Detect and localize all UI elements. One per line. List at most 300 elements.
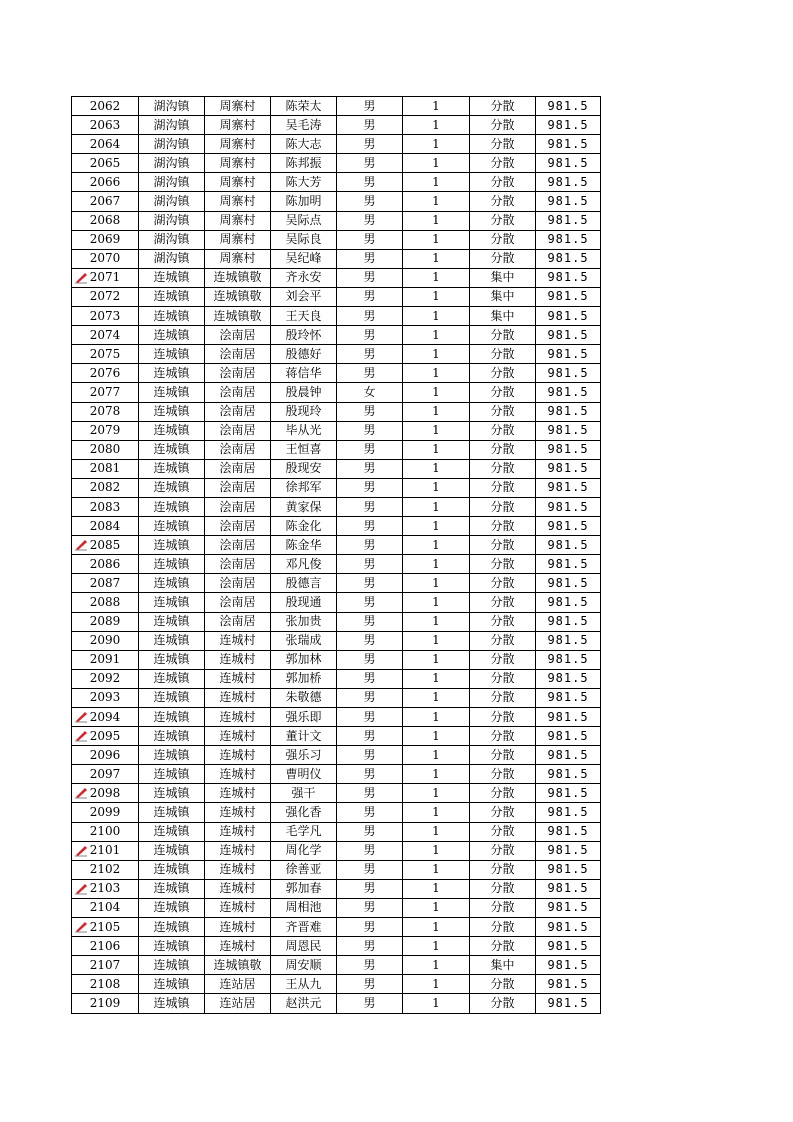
support-type-cell[interactable]	[470, 440, 536, 459]
support-type-cell[interactable]	[470, 536, 536, 555]
sex-cell[interactable]	[337, 345, 403, 364]
support-type-cell[interactable]	[470, 937, 536, 956]
amount-cell[interactable]	[536, 517, 601, 536]
name-cell[interactable]	[271, 822, 337, 841]
amount-cell[interactable]	[536, 307, 601, 326]
support-type-cell[interactable]	[470, 727, 536, 746]
row-id-cell[interactable]	[72, 555, 139, 574]
count-cell[interactable]	[403, 383, 470, 402]
village-cell[interactable]	[205, 383, 271, 402]
amount-cell[interactable]	[536, 135, 601, 154]
count-cell[interactable]	[403, 364, 470, 383]
support-type-cell[interactable]	[470, 765, 536, 784]
name-cell[interactable]	[271, 421, 337, 440]
count-cell[interactable]	[403, 918, 470, 937]
town-cell[interactable]	[139, 574, 205, 593]
town-cell[interactable]	[139, 593, 205, 612]
row-id-cell[interactable]	[72, 612, 139, 631]
town-cell[interactable]	[139, 784, 205, 803]
town-cell[interactable]	[139, 497, 205, 516]
name-cell[interactable]	[271, 307, 337, 326]
name-cell[interactable]	[271, 478, 337, 497]
count-cell[interactable]	[403, 440, 470, 459]
town-cell[interactable]	[139, 135, 205, 154]
row-id-cell[interactable]	[72, 249, 139, 268]
name-cell[interactable]	[271, 287, 337, 306]
sex-cell[interactable]	[337, 784, 403, 803]
sex-cell[interactable]	[337, 211, 403, 230]
support-type-cell[interactable]	[470, 421, 536, 440]
town-cell[interactable]	[139, 803, 205, 822]
sex-cell[interactable]	[337, 268, 403, 287]
support-type-cell[interactable]	[470, 478, 536, 497]
count-cell[interactable]	[403, 746, 470, 765]
town-cell[interactable]	[139, 383, 205, 402]
sex-cell[interactable]	[337, 116, 403, 135]
support-type-cell[interactable]	[470, 230, 536, 249]
village-cell[interactable]	[205, 364, 271, 383]
amount-cell[interactable]	[536, 459, 601, 478]
town-cell[interactable]	[139, 879, 205, 898]
name-cell[interactable]	[271, 345, 337, 364]
town-cell[interactable]	[139, 536, 205, 555]
name-cell[interactable]	[271, 459, 337, 478]
amount-cell[interactable]	[536, 154, 601, 173]
support-type-cell[interactable]	[470, 97, 536, 116]
count-cell[interactable]	[403, 536, 470, 555]
row-id-cell[interactable]	[72, 97, 139, 116]
sex-cell[interactable]	[337, 364, 403, 383]
town-cell[interactable]	[139, 669, 205, 688]
town-cell[interactable]	[139, 116, 205, 135]
village-cell[interactable]	[205, 135, 271, 154]
row-id-cell[interactable]	[72, 956, 139, 975]
count-cell[interactable]	[403, 230, 470, 249]
row-id-cell[interactable]	[72, 383, 139, 402]
town-cell[interactable]	[139, 841, 205, 860]
sex-cell[interactable]	[337, 860, 403, 879]
support-type-cell[interactable]	[470, 574, 536, 593]
amount-cell[interactable]	[536, 536, 601, 555]
town-cell[interactable]	[139, 307, 205, 326]
row-id-cell[interactable]	[72, 803, 139, 822]
support-type-cell[interactable]	[470, 517, 536, 536]
count-cell[interactable]	[403, 631, 470, 650]
sex-cell[interactable]	[337, 593, 403, 612]
name-cell[interactable]	[271, 765, 337, 784]
support-type-cell[interactable]	[470, 173, 536, 192]
row-id-cell[interactable]	[72, 898, 139, 917]
village-cell[interactable]	[205, 612, 271, 631]
town-cell[interactable]	[139, 860, 205, 879]
village-cell[interactable]	[205, 268, 271, 287]
name-cell[interactable]	[271, 937, 337, 956]
sex-cell[interactable]	[337, 555, 403, 574]
row-id-cell[interactable]	[72, 631, 139, 650]
sex-cell[interactable]	[337, 192, 403, 211]
sex-cell[interactable]	[337, 898, 403, 917]
comment-note-icon[interactable]	[74, 539, 88, 551]
name-cell[interactable]	[271, 402, 337, 421]
sex-cell[interactable]	[337, 650, 403, 669]
comment-note-icon[interactable]	[74, 787, 88, 799]
count-cell[interactable]	[403, 803, 470, 822]
support-type-cell[interactable]	[470, 135, 536, 154]
name-cell[interactable]	[271, 230, 337, 249]
amount-cell[interactable]	[536, 211, 601, 230]
sex-cell[interactable]	[337, 440, 403, 459]
town-cell[interactable]	[139, 287, 205, 306]
town-cell[interactable]	[139, 975, 205, 994]
name-cell[interactable]	[271, 708, 337, 727]
name-cell[interactable]	[271, 440, 337, 459]
name-cell[interactable]	[271, 364, 337, 383]
count-cell[interactable]	[403, 822, 470, 841]
count-cell[interactable]	[403, 307, 470, 326]
row-id-cell[interactable]	[72, 688, 139, 707]
amount-cell[interactable]	[536, 879, 601, 898]
sex-cell[interactable]	[337, 230, 403, 249]
amount-cell[interactable]	[536, 478, 601, 497]
name-cell[interactable]	[271, 593, 337, 612]
sex-cell[interactable]	[337, 956, 403, 975]
count-cell[interactable]	[403, 994, 470, 1013]
amount-cell[interactable]	[536, 192, 601, 211]
count-cell[interactable]	[403, 669, 470, 688]
town-cell[interactable]	[139, 440, 205, 459]
count-cell[interactable]	[403, 860, 470, 879]
town-cell[interactable]	[139, 173, 205, 192]
sex-cell[interactable]	[337, 937, 403, 956]
support-type-cell[interactable]	[470, 708, 536, 727]
support-type-cell[interactable]	[470, 746, 536, 765]
count-cell[interactable]	[403, 688, 470, 707]
count-cell[interactable]	[403, 574, 470, 593]
amount-cell[interactable]	[536, 650, 601, 669]
name-cell[interactable]	[271, 784, 337, 803]
amount-cell[interactable]	[536, 249, 601, 268]
count-cell[interactable]	[403, 708, 470, 727]
village-cell[interactable]	[205, 784, 271, 803]
town-cell[interactable]	[139, 154, 205, 173]
sex-cell[interactable]	[337, 249, 403, 268]
count-cell[interactable]	[403, 211, 470, 230]
count-cell[interactable]	[403, 784, 470, 803]
name-cell[interactable]	[271, 383, 337, 402]
count-cell[interactable]	[403, 937, 470, 956]
row-id-cell[interactable]	[72, 708, 139, 727]
amount-cell[interactable]	[536, 746, 601, 765]
town-cell[interactable]	[139, 727, 205, 746]
row-id-cell[interactable]	[72, 517, 139, 536]
name-cell[interactable]	[271, 249, 337, 268]
support-type-cell[interactable]	[470, 287, 536, 306]
amount-cell[interactable]	[536, 727, 601, 746]
support-type-cell[interactable]	[470, 593, 536, 612]
row-id-cell[interactable]	[72, 497, 139, 516]
count-cell[interactable]	[403, 975, 470, 994]
town-cell[interactable]	[139, 918, 205, 937]
amount-cell[interactable]	[536, 287, 601, 306]
amount-cell[interactable]	[536, 230, 601, 249]
town-cell[interactable]	[139, 555, 205, 574]
village-cell[interactable]	[205, 402, 271, 421]
sex-cell[interactable]	[337, 326, 403, 345]
name-cell[interactable]	[271, 688, 337, 707]
row-id-cell[interactable]	[72, 784, 139, 803]
amount-cell[interactable]	[536, 364, 601, 383]
town-cell[interactable]	[139, 631, 205, 650]
village-cell[interactable]	[205, 287, 271, 306]
sex-cell[interactable]	[337, 918, 403, 937]
town-cell[interactable]	[139, 97, 205, 116]
name-cell[interactable]	[271, 746, 337, 765]
count-cell[interactable]	[403, 765, 470, 784]
village-cell[interactable]	[205, 459, 271, 478]
support-type-cell[interactable]	[470, 555, 536, 574]
sex-cell[interactable]	[337, 631, 403, 650]
support-type-cell[interactable]	[470, 154, 536, 173]
count-cell[interactable]	[403, 402, 470, 421]
town-cell[interactable]	[139, 765, 205, 784]
name-cell[interactable]	[271, 97, 337, 116]
count-cell[interactable]	[403, 497, 470, 516]
row-id-cell[interactable]	[72, 822, 139, 841]
town-cell[interactable]	[139, 249, 205, 268]
row-id-cell[interactable]	[72, 459, 139, 478]
village-cell[interactable]	[205, 688, 271, 707]
amount-cell[interactable]	[536, 593, 601, 612]
count-cell[interactable]	[403, 249, 470, 268]
name-cell[interactable]	[271, 268, 337, 287]
count-cell[interactable]	[403, 956, 470, 975]
town-cell[interactable]	[139, 421, 205, 440]
village-cell[interactable]	[205, 650, 271, 669]
amount-cell[interactable]	[536, 97, 601, 116]
support-type-cell[interactable]	[470, 402, 536, 421]
support-type-cell[interactable]	[470, 116, 536, 135]
comment-note-icon[interactable]	[74, 730, 88, 742]
row-id-cell[interactable]	[72, 154, 139, 173]
town-cell[interactable]	[139, 345, 205, 364]
name-cell[interactable]	[271, 116, 337, 135]
row-id-cell[interactable]	[72, 421, 139, 440]
name-cell[interactable]	[271, 536, 337, 555]
name-cell[interactable]	[271, 192, 337, 211]
row-id-cell[interactable]	[72, 746, 139, 765]
support-type-cell[interactable]	[470, 803, 536, 822]
count-cell[interactable]	[403, 326, 470, 345]
amount-cell[interactable]	[536, 116, 601, 135]
town-cell[interactable]	[139, 478, 205, 497]
amount-cell[interactable]	[536, 975, 601, 994]
sex-cell[interactable]	[337, 822, 403, 841]
town-cell[interactable]	[139, 708, 205, 727]
name-cell[interactable]	[271, 727, 337, 746]
comment-note-icon[interactable]	[74, 921, 88, 933]
village-cell[interactable]	[205, 154, 271, 173]
count-cell[interactable]	[403, 268, 470, 287]
village-cell[interactable]	[205, 994, 271, 1013]
amount-cell[interactable]	[536, 268, 601, 287]
village-cell[interactable]	[205, 956, 271, 975]
support-type-cell[interactable]	[470, 497, 536, 516]
town-cell[interactable]	[139, 937, 205, 956]
row-id-cell[interactable]	[72, 918, 139, 937]
support-type-cell[interactable]	[470, 307, 536, 326]
village-cell[interactable]	[205, 536, 271, 555]
village-cell[interactable]	[205, 937, 271, 956]
count-cell[interactable]	[403, 555, 470, 574]
town-cell[interactable]	[139, 364, 205, 383]
support-type-cell[interactable]	[470, 612, 536, 631]
village-cell[interactable]	[205, 746, 271, 765]
support-type-cell[interactable]	[470, 631, 536, 650]
sex-cell[interactable]	[337, 459, 403, 478]
amount-cell[interactable]	[536, 860, 601, 879]
name-cell[interactable]	[271, 841, 337, 860]
support-type-cell[interactable]	[470, 345, 536, 364]
comment-note-icon[interactable]	[74, 883, 88, 895]
row-id-cell[interactable]	[72, 440, 139, 459]
support-type-cell[interactable]	[470, 364, 536, 383]
row-id-cell[interactable]	[72, 593, 139, 612]
name-cell[interactable]	[271, 612, 337, 631]
count-cell[interactable]	[403, 421, 470, 440]
count-cell[interactable]	[403, 97, 470, 116]
name-cell[interactable]	[271, 918, 337, 937]
sex-cell[interactable]	[337, 402, 403, 421]
village-cell[interactable]	[205, 497, 271, 516]
town-cell[interactable]	[139, 211, 205, 230]
name-cell[interactable]	[271, 211, 337, 230]
village-cell[interactable]	[205, 631, 271, 650]
amount-cell[interactable]	[536, 421, 601, 440]
support-type-cell[interactable]	[470, 994, 536, 1013]
count-cell[interactable]	[403, 612, 470, 631]
village-cell[interactable]	[205, 669, 271, 688]
village-cell[interactable]	[205, 803, 271, 822]
town-cell[interactable]	[139, 192, 205, 211]
row-id-cell[interactable]	[72, 574, 139, 593]
sex-cell[interactable]	[337, 975, 403, 994]
name-cell[interactable]	[271, 555, 337, 574]
town-cell[interactable]	[139, 326, 205, 345]
count-cell[interactable]	[403, 345, 470, 364]
support-type-cell[interactable]	[470, 326, 536, 345]
amount-cell[interactable]	[536, 669, 601, 688]
amount-cell[interactable]	[536, 497, 601, 516]
row-id-cell[interactable]	[72, 650, 139, 669]
count-cell[interactable]	[403, 173, 470, 192]
support-type-cell[interactable]	[470, 956, 536, 975]
town-cell[interactable]	[139, 402, 205, 421]
count-cell[interactable]	[403, 478, 470, 497]
count-cell[interactable]	[403, 192, 470, 211]
sex-cell[interactable]	[337, 173, 403, 192]
sex-cell[interactable]	[337, 154, 403, 173]
row-id-cell[interactable]	[72, 268, 139, 287]
sex-cell[interactable]	[337, 478, 403, 497]
town-cell[interactable]	[139, 612, 205, 631]
sex-cell[interactable]	[337, 536, 403, 555]
name-cell[interactable]	[271, 669, 337, 688]
row-id-cell[interactable]	[72, 135, 139, 154]
name-cell[interactable]	[271, 994, 337, 1013]
amount-cell[interactable]	[536, 555, 601, 574]
village-cell[interactable]	[205, 555, 271, 574]
support-type-cell[interactable]	[470, 192, 536, 211]
village-cell[interactable]	[205, 230, 271, 249]
row-id-cell[interactable]	[72, 937, 139, 956]
village-cell[interactable]	[205, 116, 271, 135]
sex-cell[interactable]	[337, 383, 403, 402]
sex-cell[interactable]	[337, 97, 403, 116]
count-cell[interactable]	[403, 517, 470, 536]
name-cell[interactable]	[271, 497, 337, 516]
comment-note-icon[interactable]	[74, 272, 88, 284]
village-cell[interactable]	[205, 326, 271, 345]
support-type-cell[interactable]	[470, 879, 536, 898]
town-cell[interactable]	[139, 459, 205, 478]
sex-cell[interactable]	[337, 746, 403, 765]
name-cell[interactable]	[271, 956, 337, 975]
sex-cell[interactable]	[337, 708, 403, 727]
sex-cell[interactable]	[337, 517, 403, 536]
name-cell[interactable]	[271, 898, 337, 917]
count-cell[interactable]	[403, 650, 470, 669]
amount-cell[interactable]	[536, 326, 601, 345]
amount-cell[interactable]	[536, 688, 601, 707]
row-id-cell[interactable]	[72, 116, 139, 135]
row-id-cell[interactable]	[72, 402, 139, 421]
count-cell[interactable]	[403, 135, 470, 154]
amount-cell[interactable]	[536, 994, 601, 1013]
village-cell[interactable]	[205, 307, 271, 326]
name-cell[interactable]	[271, 173, 337, 192]
support-type-cell[interactable]	[470, 650, 536, 669]
support-type-cell[interactable]	[470, 918, 536, 937]
support-type-cell[interactable]	[470, 841, 536, 860]
name-cell[interactable]	[271, 326, 337, 345]
name-cell[interactable]	[271, 631, 337, 650]
support-type-cell[interactable]	[470, 211, 536, 230]
sex-cell[interactable]	[337, 574, 403, 593]
sex-cell[interactable]	[337, 841, 403, 860]
sex-cell[interactable]	[337, 135, 403, 154]
support-type-cell[interactable]	[470, 383, 536, 402]
amount-cell[interactable]	[536, 574, 601, 593]
name-cell[interactable]	[271, 517, 337, 536]
sex-cell[interactable]	[337, 727, 403, 746]
village-cell[interactable]	[205, 898, 271, 917]
amount-cell[interactable]	[536, 898, 601, 917]
name-cell[interactable]	[271, 879, 337, 898]
row-id-cell[interactable]	[72, 727, 139, 746]
row-id-cell[interactable]	[72, 173, 139, 192]
sex-cell[interactable]	[337, 307, 403, 326]
village-cell[interactable]	[205, 211, 271, 230]
village-cell[interactable]	[205, 345, 271, 364]
village-cell[interactable]	[205, 727, 271, 746]
village-cell[interactable]	[205, 593, 271, 612]
village-cell[interactable]	[205, 574, 271, 593]
support-type-cell[interactable]	[470, 459, 536, 478]
town-cell[interactable]	[139, 517, 205, 536]
sex-cell[interactable]	[337, 765, 403, 784]
village-cell[interactable]	[205, 440, 271, 459]
name-cell[interactable]	[271, 574, 337, 593]
